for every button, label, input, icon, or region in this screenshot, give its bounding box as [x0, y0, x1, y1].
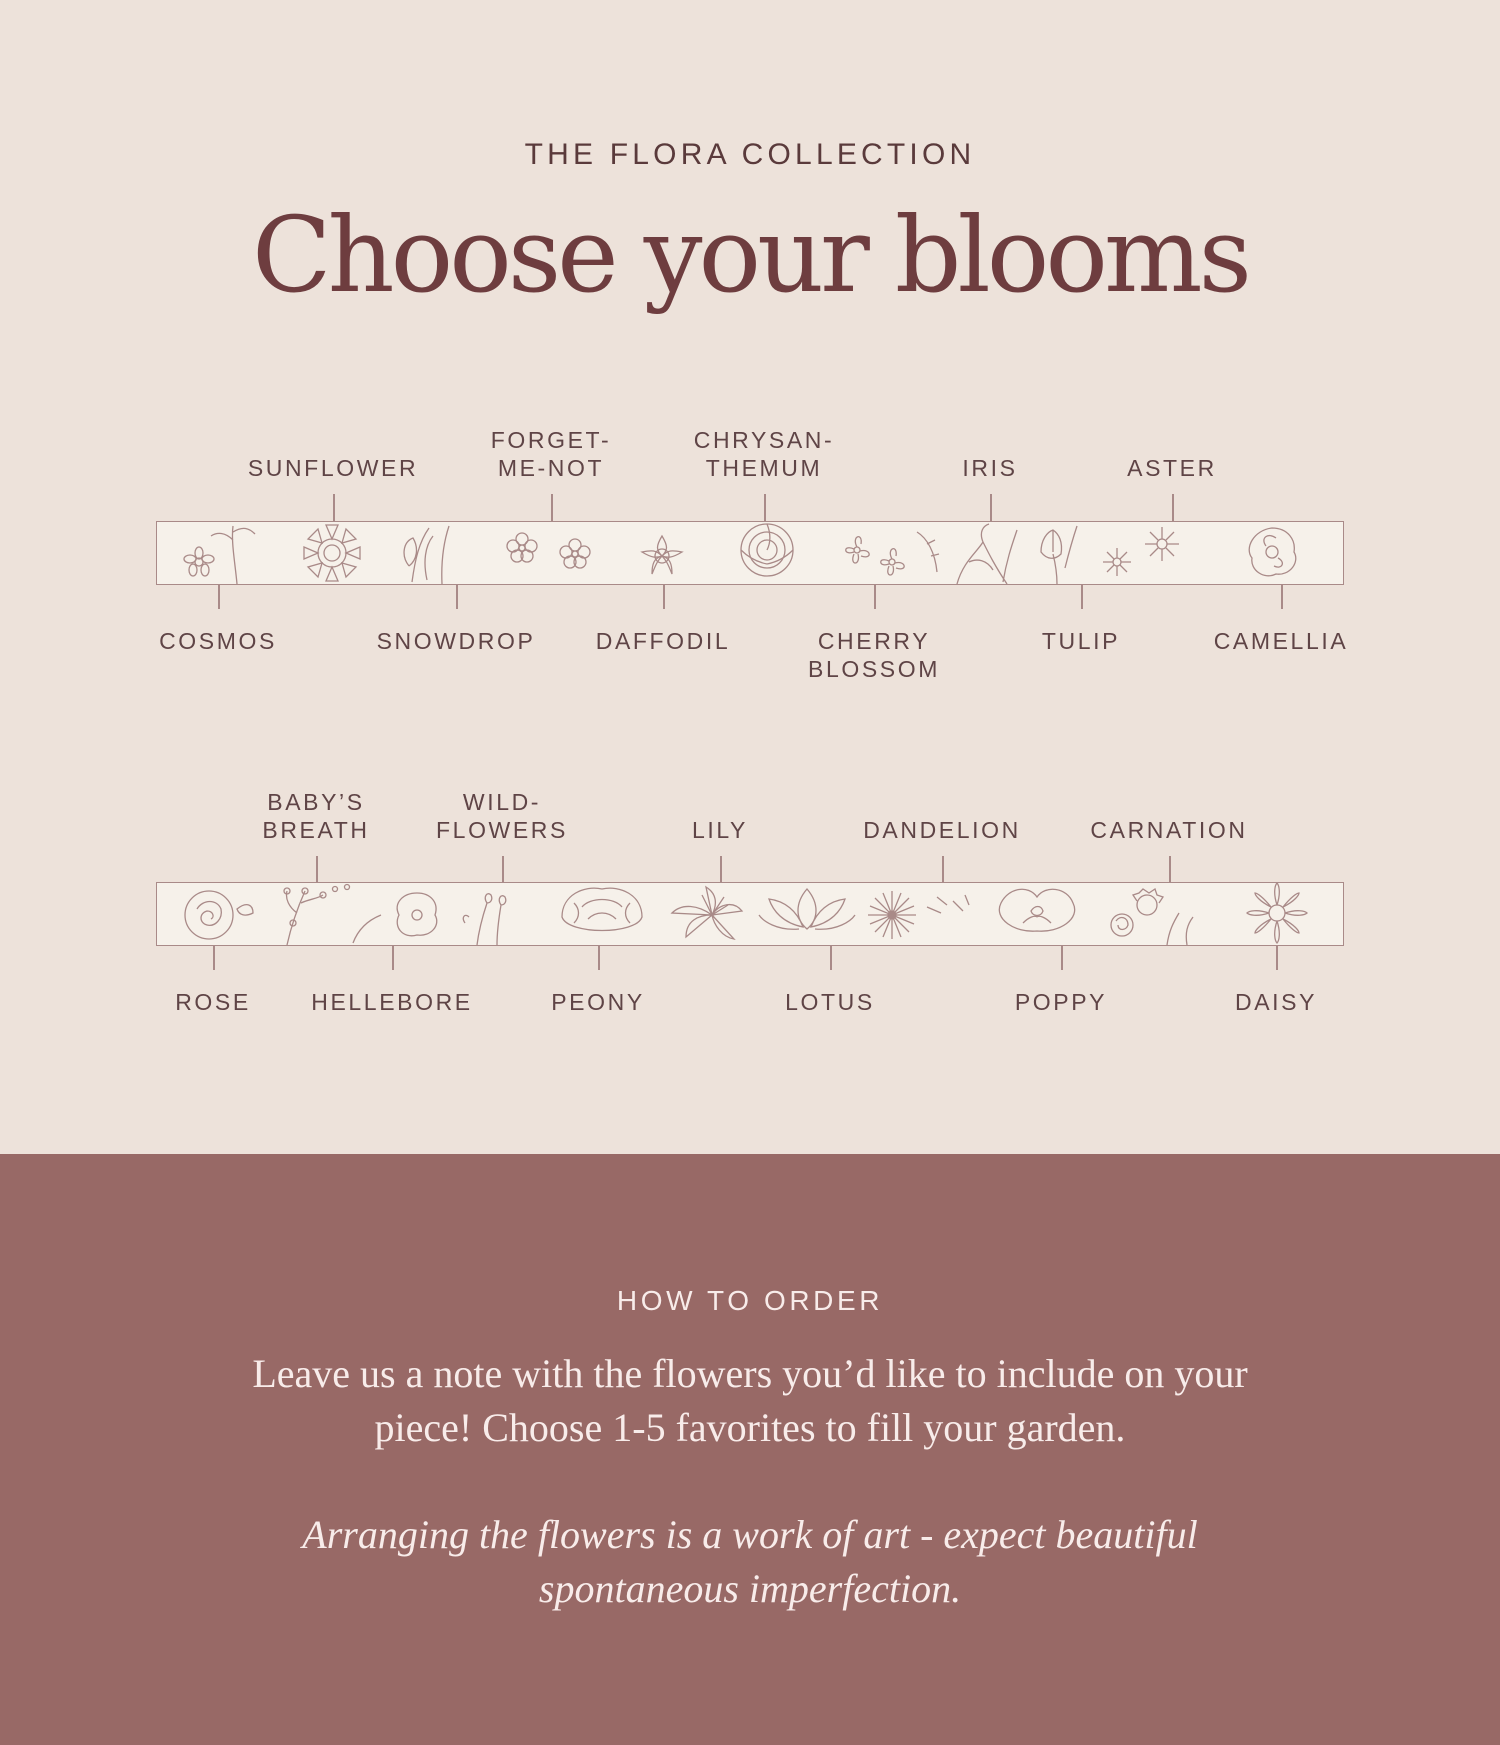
label-tick: [663, 585, 665, 609]
label-tick: [502, 856, 504, 882]
label-tick: [874, 585, 876, 609]
label-tick: [830, 946, 832, 970]
label-tick: [551, 494, 553, 521]
flower-label-carnation[interactable]: CARNATION: [1090, 817, 1248, 843]
label-tick: [213, 946, 215, 970]
label-tick: [764, 494, 766, 521]
label-tick: [720, 856, 722, 882]
flower-label-sunflower[interactable]: SUNFLOWER: [247, 455, 419, 481]
label-tick: [392, 946, 394, 970]
page-title: Choose your blooms: [252, 194, 1248, 316]
label-tick: [990, 494, 992, 521]
label-tick: [316, 856, 318, 882]
collection-eyebrow: THE FLORA COLLECTION: [524, 138, 976, 171]
flower-label-daffodil[interactable]: DAFFODIL: [595, 628, 731, 654]
flower-label-cosmos[interactable]: COSMOS: [159, 628, 277, 654]
how-to-order-note: Arranging the flowers is a work of art - expect beautiful spontaneous imperfection.: [302, 1512, 1198, 1611]
label-tick: [1172, 494, 1174, 521]
flower-label-aster[interactable]: ASTER: [1127, 455, 1217, 481]
flower-label-babys-breath[interactable]: BABY’S BREATH: [262, 789, 370, 843]
flower-label-lily[interactable]: LILY: [691, 817, 748, 843]
label-tick: [942, 856, 944, 882]
flower-label-cherry-blossom[interactable]: CHERRY BLOSSOM: [808, 628, 940, 682]
flower-line-art: [157, 883, 1343, 945]
flower-label-peony[interactable]: PEONY: [551, 989, 645, 1015]
how-to-order-instructions: Leave us a note with the flowers you’d like to include on your piece! Choose 1-5 favorites to fill your garden.: [252, 1351, 1248, 1450]
flower-label-hellebore[interactable]: HELLEBORE: [311, 989, 473, 1015]
label-tick: [1081, 585, 1083, 609]
flower-label-snowdrop[interactable]: SNOWDROP: [376, 628, 536, 654]
label-tick: [456, 585, 458, 609]
flower-illustration-strip-2: [156, 882, 1344, 946]
label-tick: [1276, 946, 1278, 970]
label-tick: [333, 494, 335, 521]
label-tick: [1281, 585, 1283, 609]
flower-label-iris[interactable]: IRIS: [962, 455, 1018, 481]
flower-label-lotus[interactable]: LOTUS: [785, 989, 875, 1015]
flower-label-rose[interactable]: ROSE: [175, 989, 251, 1015]
flower-label-daisy[interactable]: DAISY: [1234, 989, 1318, 1015]
flower-label-dandelion[interactable]: DANDELION: [863, 817, 1021, 843]
flower-illustration-strip-1: [156, 521, 1344, 585]
flower-label-camellia[interactable]: CAMELLIA: [1213, 628, 1349, 654]
flower-label-forget-me-not[interactable]: FORGET- ME-NOT: [490, 427, 612, 481]
flower-label-poppy[interactable]: POPPY: [1014, 989, 1108, 1015]
label-tick: [1169, 856, 1171, 882]
label-tick: [1061, 946, 1063, 970]
flower-line-art: [157, 522, 1343, 584]
how-to-order-heading: HOW TO ORDER: [616, 1285, 884, 1316]
flower-label-wildflowers[interactable]: WILD- FLOWERS: [436, 789, 568, 843]
flower-label-chrysanthemum[interactable]: CHRYSAN- THEMUM: [693, 427, 835, 481]
label-tick: [598, 946, 600, 970]
flower-label-tulip[interactable]: TULIP: [1041, 628, 1121, 654]
label-tick: [218, 585, 220, 609]
